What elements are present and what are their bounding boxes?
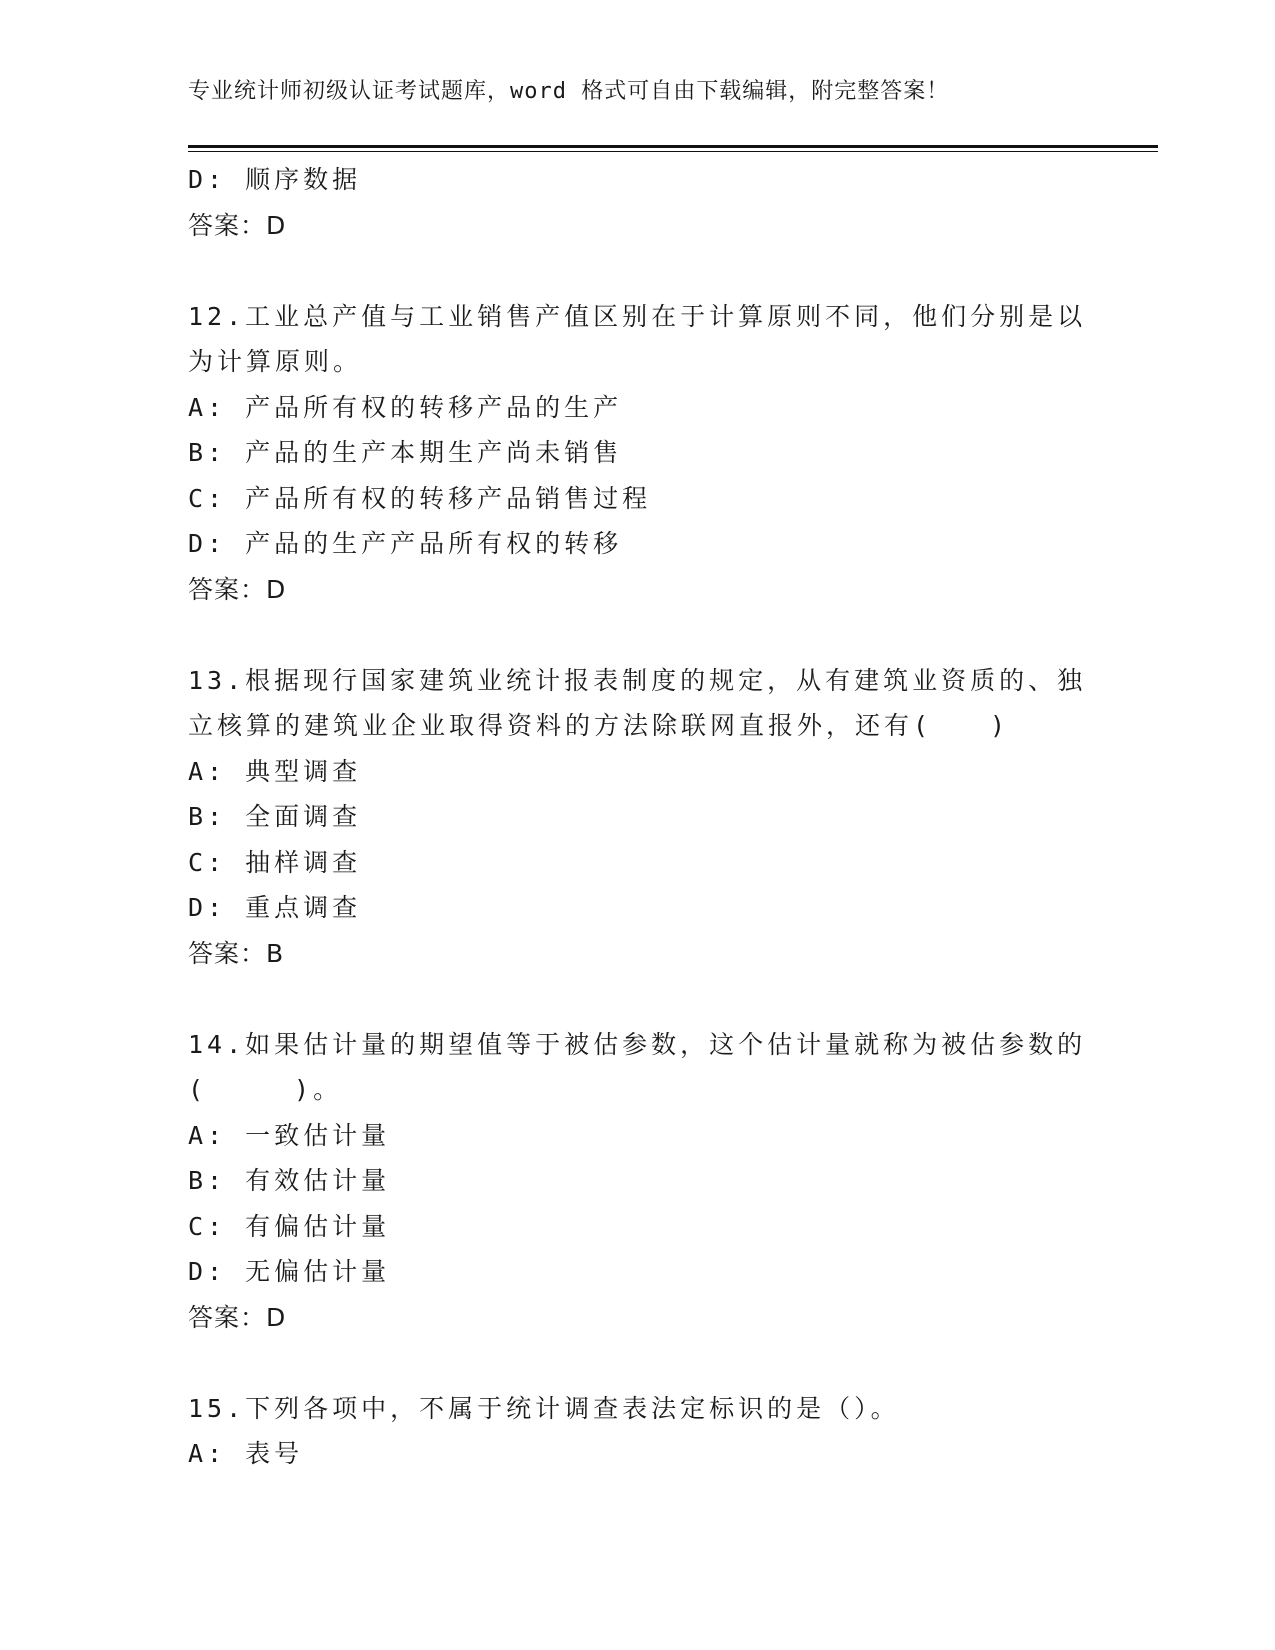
answer-line: 答案：D	[188, 574, 287, 604]
option-a: A: 典型调查	[188, 756, 362, 786]
option-d: D: 重点调查	[188, 893, 362, 922]
question-12	[188, 294, 1088, 613]
option-a: A: 一致估计量	[188, 1120, 391, 1150]
option-b: B: 全面调查	[188, 802, 362, 831]
option-b: B: 产品的生产本期生产尚未销售	[188, 438, 623, 467]
document-body	[188, 157, 1088, 1477]
answer-line: 答案：B	[188, 938, 285, 968]
option-a: A: 表号	[188, 1439, 304, 1468]
question-14	[188, 1022, 1088, 1341]
question-stem: 立核算的建筑业企业取得资料的方法除联网直报外，还有( )	[188, 711, 1010, 740]
option-c: C: 产品所有权的转移产品销售过程	[188, 483, 652, 513]
question-stem: 12.工业总产值与工业销售产值区别在于计算原则不同，他们分别是以	[188, 301, 1087, 331]
question-stem: 为计算原则。	[188, 347, 363, 376]
question-13	[188, 658, 1088, 977]
option-d: D: 产品的生产产品所有权的转移	[188, 529, 623, 558]
question-stem: ( )。	[188, 1075, 343, 1104]
option-d: D: 顺序数据	[188, 165, 362, 194]
partial-question	[188, 157, 1088, 248]
option-c: C: 有偏估计量	[188, 1211, 391, 1241]
question-stem: 13.根据现行国家建筑业统计报表制度的规定，从有建筑业资质的、独	[188, 665, 1087, 695]
option-a: A: 产品所有权的转移产品的生产	[188, 392, 623, 422]
page-header: 专业统计师初级认证考试题库，word 格式可自由下载编辑，附完整答案！	[188, 79, 950, 104]
option-b: B: 有效估计量	[188, 1166, 391, 1195]
header-rule-thin	[188, 151, 1158, 152]
answer-line: 答案：D	[188, 1302, 287, 1332]
answer-line: 答案：D	[188, 210, 287, 240]
header-rule-thick	[188, 145, 1158, 148]
question-stem: 14.如果估计量的期望值等于被估参数，这个估计量就称为被估参数的	[188, 1029, 1087, 1059]
option-d: D: 无偏估计量	[188, 1257, 391, 1286]
question-15	[188, 1386, 1088, 1477]
question-stem: 15.下列各项中，不属于统计调查表法定标识的是（）。	[188, 1393, 900, 1423]
option-c: C: 抽样调查	[188, 847, 362, 877]
